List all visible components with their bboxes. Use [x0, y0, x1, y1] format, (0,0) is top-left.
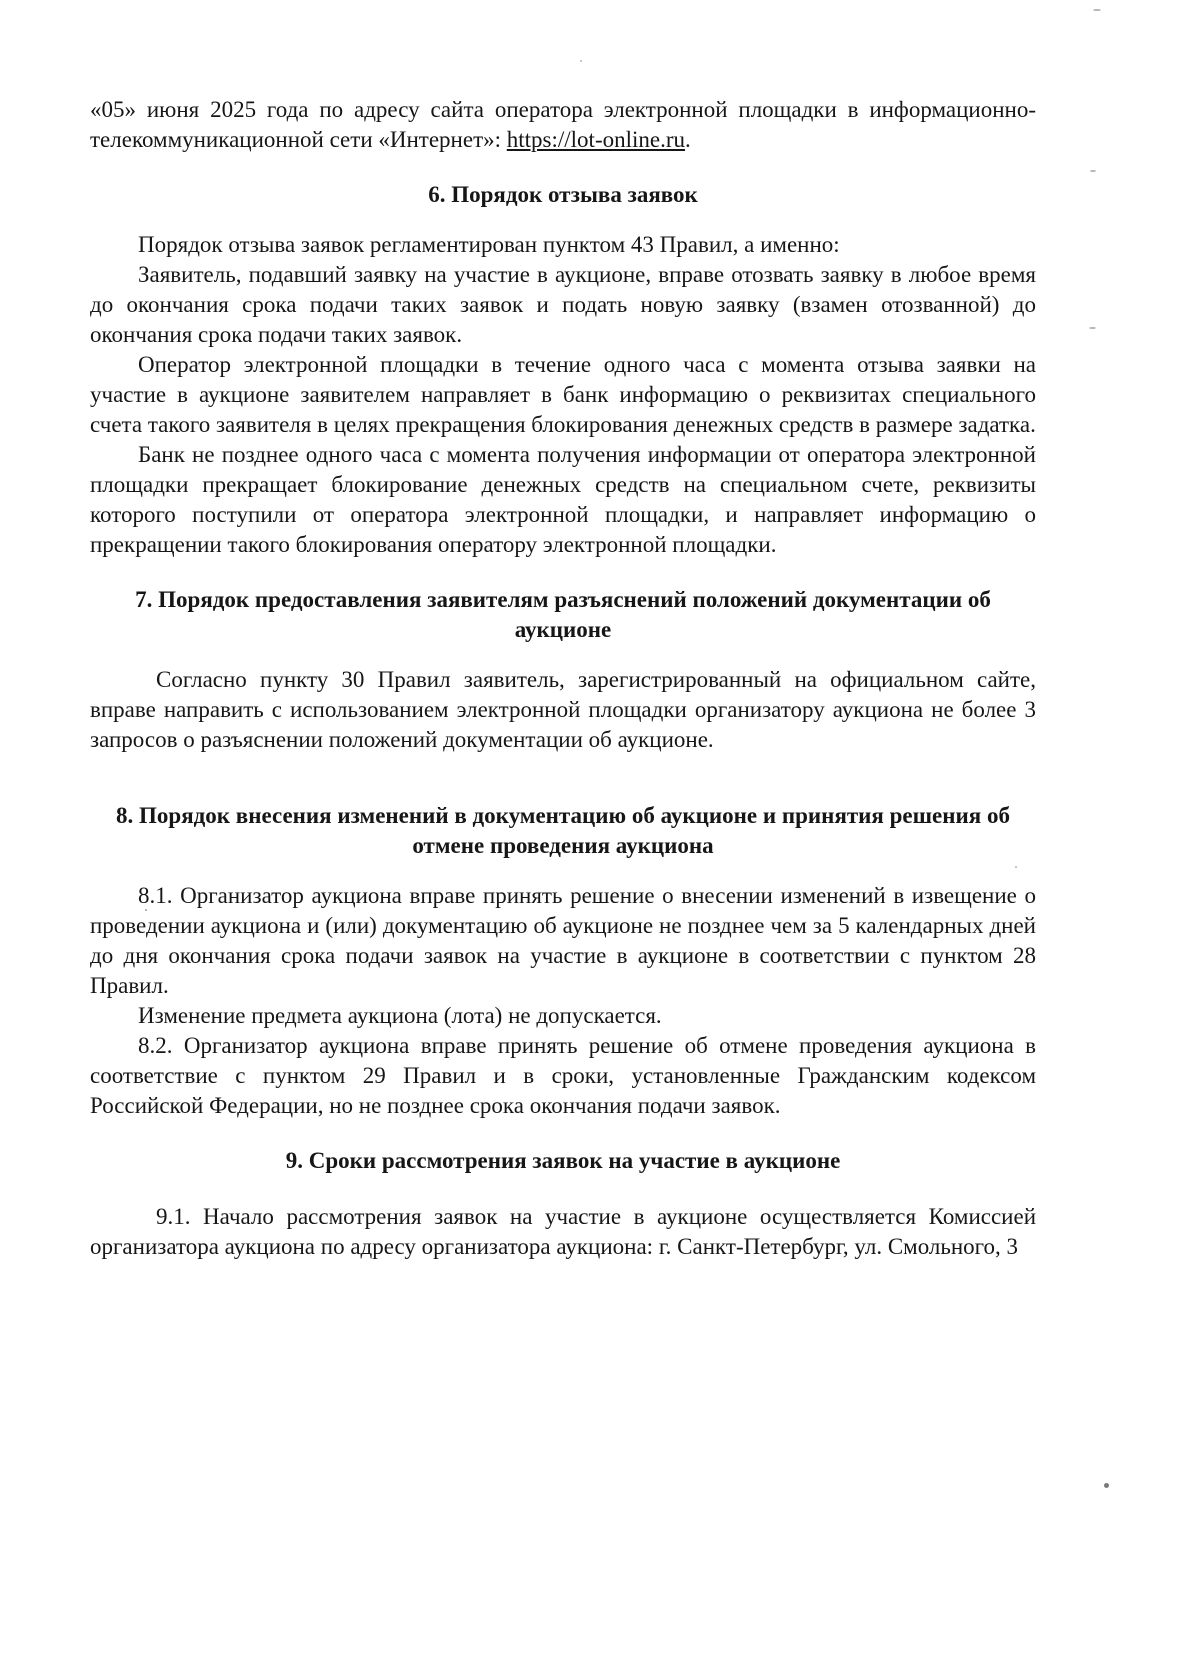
scan-speck: [1093, 9, 1101, 11]
section-9-paragraph: 9.1. Начало рассмотрения заявок на участие в аукционе осуществляется Комиссией организатора аукциона по адресу организатора аукциона: г. Санкт-Петербург, ул. Смольного, 3: [90, 1204, 1036, 1259]
section-8-paragraph: 8.1. Организатор аукциона вправе принять решение о внесении изменений в извещение о проведении аукциона и (или) документацию об аукционе не позднее чем за 5 календарных дней до дня окончания срока подачи заявок на участие в аукционе в соответствии с пунктом 28 Правил.: [90, 883, 1036, 998]
section-7-paragraph: Согласно пункту 30 Правил заявитель, зарегистрированный на официальном сайте, вправе направить с использованием электронной площадки организатору аукциона не более 3 запросов о разъяснении положений документации об аукционе.: [90, 667, 1036, 752]
section-9-title: 9. Сроки рассмотрения заявок на участие в аукционе: [285, 1148, 841, 1173]
scan-speck: [1090, 170, 1096, 172]
scan-speck: [145, 909, 147, 911]
scan-speck: [580, 60, 582, 62]
document-body: [90, 95, 1036, 1262]
section-6-paragraph: Оператор электронной площадки в течение одного часа с момента отзыва заявки на участие в аукционе заявителем направляет в банк информацию о реквизитах специального счета такого заявителя в целях прекращения блокирования денежных средств в размере задатка.: [90, 352, 1036, 437]
section-6-paragraph: Заявитель, подавший заявку на участие в аукционе, вправе отозвать заявку в любое время до окончания срока подачи таких заявок и подать новую заявку (взамен отозванной) до окончания срока подачи таких заявок.: [90, 262, 1036, 347]
section-7-title: 7. Порядок предоставления заявителям разъяснений положений документации об аукционе: [135, 587, 991, 642]
scan-speck: [1104, 1483, 1109, 1488]
section-8-paragraph: Изменение предмета аукциона (лота) не допускается.: [138, 1003, 662, 1028]
scan-speck: [1089, 327, 1096, 329]
section-6-paragraph: Банк не позднее одного часа с момента получения информации от оператора электронной площадки прекращает блокирование денежных средств на специальном счете, реквизиты которого поступили от оператора электронной площадки, и направляет информацию о прекращении такого блокирования оператору электронной площадки.: [90, 442, 1036, 557]
section-8-title: 8. Порядок внесения изменений в документацию об аукционе и принятия решения об отмене проведения аукциона: [116, 803, 1010, 858]
lot-online-link[interactable]: https://lot-online.ru: [506, 127, 686, 152]
section-6-title: 6. Порядок отзыва заявок: [428, 182, 698, 207]
section-6-paragraph: Порядок отзыва заявок регламентирован пунктом 43 Правил, а именно:: [138, 232, 840, 257]
section-8-paragraph: 8.2. Организатор аукциона вправе принять решение об отмене проведения аукциона в соответствие с пунктом 29 Правил и в сроки, установленные Гражданским кодексом Российской Федерации, но не позднее срока окончания подачи заявок.: [90, 1033, 1036, 1118]
scan-speck: [1015, 866, 1017, 868]
intro-paragraph: «05» июня 2025 года по адресу сайта оператора электронной площадки в информационно-телекоммуникационной сети «Интернет»: https://lot-online.ru.: [90, 97, 1036, 152]
